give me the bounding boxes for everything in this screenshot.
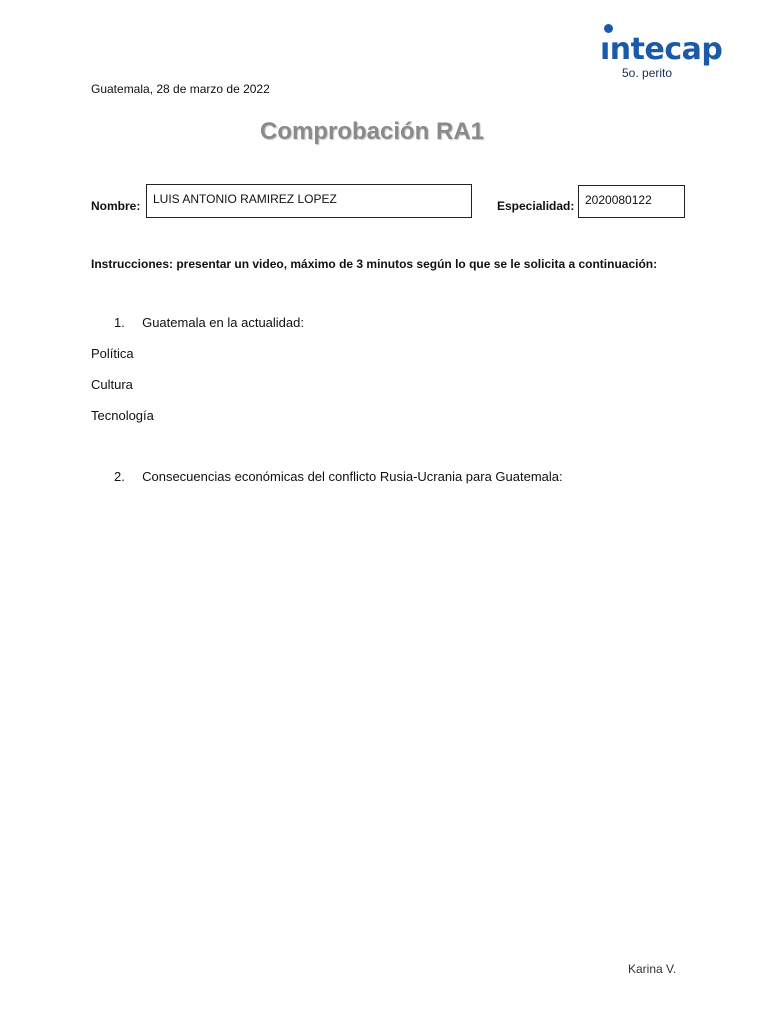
logo-wordmark: ıntecap (600, 32, 723, 67)
especialidad-field[interactable]: 2020080122 (578, 185, 685, 218)
footer-author: Karina V. (628, 962, 677, 976)
list-item-text: Consecuencias económicas del conflicto Rusia-Ucrania para Guatemala: (142, 469, 563, 484)
logo-subtitle: 5o. perito (622, 66, 673, 80)
date-line: Guatemala, 28 de marzo de 2022 (91, 82, 270, 96)
list-item (114, 315, 304, 330)
document-title: Comprobación RA1 (259, 118, 484, 145)
nombre-field[interactable]: LUIS ANTONIO RAMIREZ LOPEZ (146, 184, 472, 218)
list-item (114, 469, 563, 484)
instructions: Instrucciones: presentar un video, máximo de 3 minutos según lo que se le solicita a continuación: (91, 257, 658, 271)
intecap-logo (600, 22, 723, 84)
list-item-number: 1. (114, 315, 125, 330)
subitem-cultura: Cultura (91, 377, 133, 392)
subitem-tecnologia: Tecnología (91, 408, 154, 423)
nombre-label: Nombre: (91, 199, 141, 213)
list-item-number: 2. (114, 469, 125, 484)
list-item-text: Guatemala en la actualidad: (142, 315, 304, 330)
subitem-politica: Política (91, 346, 134, 361)
especialidad-label: Especialidad: (497, 199, 575, 213)
